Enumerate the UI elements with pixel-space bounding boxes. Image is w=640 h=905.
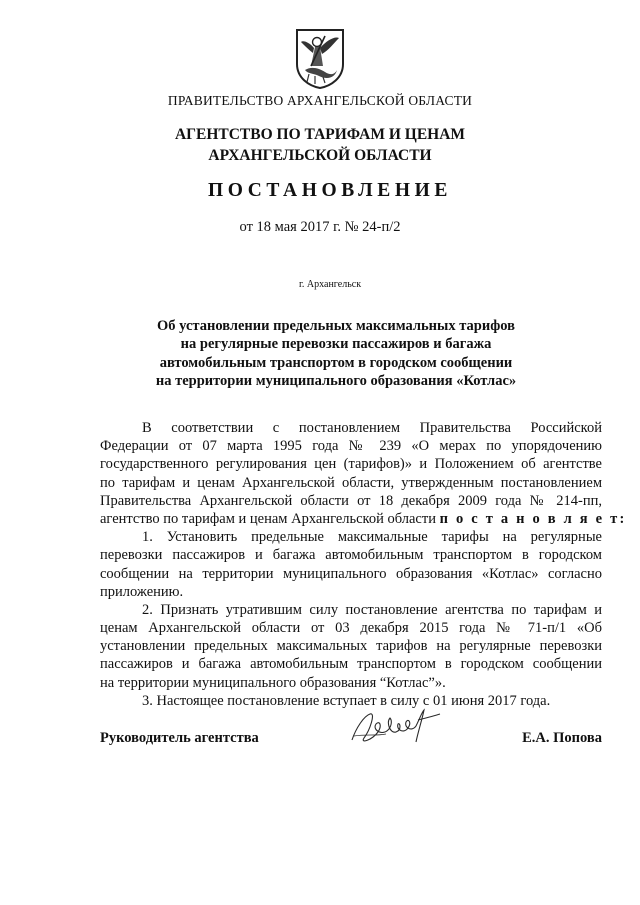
preamble-last-line <box>100 510 627 528</box>
item-2-line: установлении предельных максимальных тарифов на регулярные перевозки <box>100 638 602 655</box>
item-2-line: на территории муниципального образования “Котлас”». <box>100 674 446 691</box>
preamble-line: В соответствии с постановлением Правительства Российской <box>142 420 602 436</box>
item-2-line: пассажиров и багажа автомобильным транспортом в городском сообщении <box>100 656 602 673</box>
item-1-line: сообщении на территории муниципального образования «Котлас» согласно <box>100 565 602 582</box>
item-1-line: приложению. <box>100 583 184 600</box>
signatory-position: Руководитель агентства <box>100 730 259 746</box>
item-3-line: 3. Настоящее постановление вступает в силу с 01 июня 2017 года. <box>142 692 551 709</box>
agency-name-line-2: АРХАНГЕЛЬСКОЙ ОБЛАСТИ <box>208 147 432 164</box>
document-body <box>100 419 627 710</box>
item-2-line: ценам Архангельской области от 03 декабря 2015 года № 71-п/1 «Об <box>100 620 602 637</box>
subject-line: на территории муниципального образования «Котлас» <box>155 372 517 389</box>
subject-line: на регулярные перевозки пассажиров и багажа <box>180 336 492 353</box>
subject-line: Об установлении предельных максимальных тарифов <box>157 318 515 334</box>
government-name: ПРАВИТЕЛЬСТВО АРХАНГЕЛЬСКОЙ ОБЛАСТИ <box>167 93 473 108</box>
preamble-line: Правительства Архангельской области от 18 декабря 2009 года № 214-пп, <box>100 492 602 509</box>
agency-name-line-1: АГЕНТСТВО ПО ТАРИФАМ И ЦЕНАМ <box>174 126 466 143</box>
coat-of-arms-icon <box>291 26 349 90</box>
signatory-name: Е.А. Попова <box>522 730 602 746</box>
signature-block <box>100 730 602 750</box>
resolves-word: п о с т а н о в л я е т: <box>439 510 627 527</box>
preamble-line: агентство по тарифам и ценам Архангельской области <box>100 510 440 527</box>
document-subject <box>0 317 640 390</box>
subject-line: автомобильным транспортом в городском сообщении <box>159 354 513 371</box>
preamble-line: Федерации от 07 марта 1995 года № 239 «О мерах по упорядочению <box>100 438 602 455</box>
item-1-line: 1. Установить предельные максимальные тарифы на регулярные <box>142 529 602 546</box>
document-date-number: от 18 мая 2017 г. № 24-п/2 <box>239 219 401 235</box>
agency-name <box>0 124 640 166</box>
document-type-title: ПОСТАНОВЛЕНИЕ <box>207 180 453 201</box>
item-1-line: перевозки пассажиров и багажа автомобильным транспортом в городском <box>100 547 602 564</box>
document-city: г. Архангельск <box>298 279 362 290</box>
item-2-line: 2. Признать утратившим силу постановление агентства по тарифам и <box>142 601 602 618</box>
preamble-line: государственного регулирования цен (тарифов)» и Положением об агентстве <box>100 456 602 473</box>
preamble-line: по тарифам и ценам Архангельской области, утвержденным постановлением <box>100 474 602 491</box>
